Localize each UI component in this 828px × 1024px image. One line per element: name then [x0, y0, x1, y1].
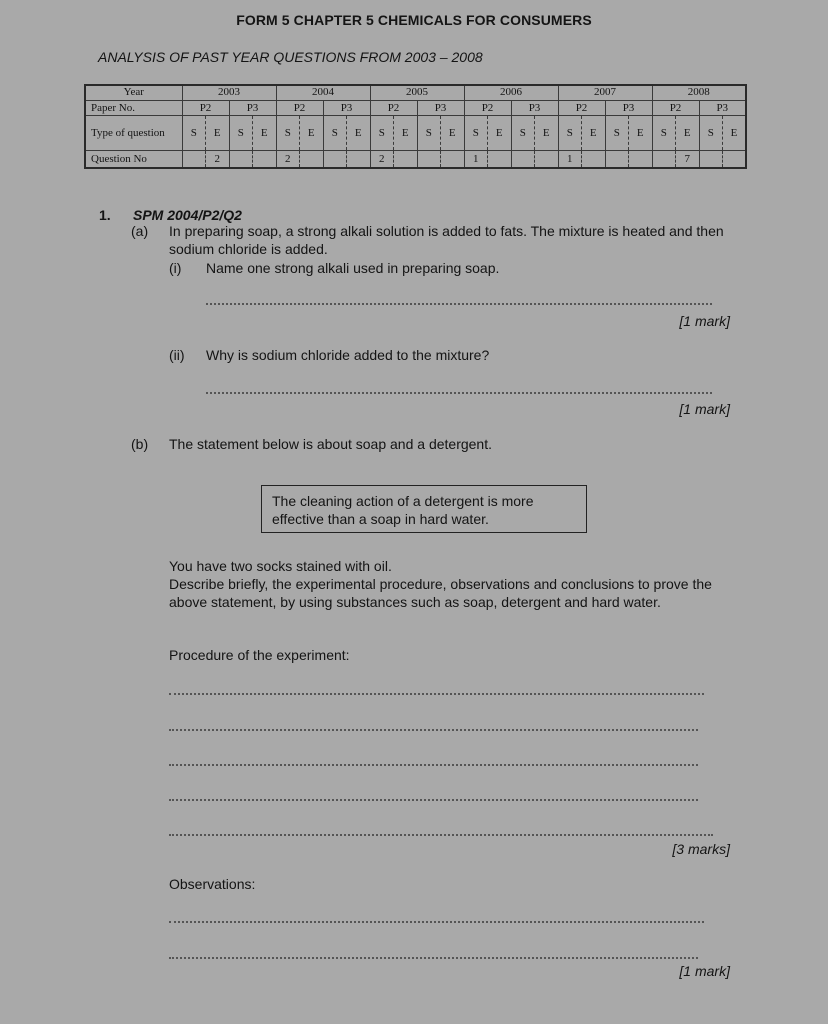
question-no-cell	[441, 151, 465, 168]
paper-header: P3	[323, 100, 370, 115]
procedure-line-4[interactable]	[169, 799, 698, 801]
part-a-ii-text: Why is sodium chloride added to the mixture?	[206, 347, 490, 363]
part-b-context-2: Describe briefly, the experimental procedure, observations and conclusions to prove the above statement, by using substances such as soap, detergent and hard water.	[169, 576, 712, 610]
part-b-context-1: You have two socks stained with oil.	[169, 558, 392, 574]
page-subtitle: ANALYSIS OF PAST YEAR QUESTIONS FROM 2003 – 2008	[98, 49, 483, 65]
question-no-cell: 2	[206, 151, 230, 168]
row-label-year: Year	[85, 85, 182, 100]
question-no-cell: 2	[370, 151, 394, 168]
paper-header: P3	[605, 100, 652, 115]
paper-header: P3	[229, 100, 276, 115]
question-number: 1.	[99, 207, 111, 223]
part-a-i-label: (i)	[169, 260, 182, 276]
type-cell: S	[558, 116, 582, 151]
paper-header: P2	[558, 100, 605, 115]
type-cell: E	[441, 116, 465, 151]
question-no-cell	[253, 151, 277, 168]
mark-procedure: [3 marks]	[672, 841, 730, 857]
type-cell: E	[300, 116, 324, 151]
paper-header: P2	[370, 100, 417, 115]
year-header: 2003	[182, 85, 276, 100]
question-no-cell	[652, 151, 676, 168]
question-no-cell	[323, 151, 347, 168]
type-cell: S	[323, 116, 347, 151]
question-no-cell	[699, 151, 723, 168]
past-year-analysis-table	[84, 84, 747, 169]
part-a-label: (a)	[131, 223, 149, 239]
type-cell: E	[535, 116, 559, 151]
procedure-label: Procedure of the experiment:	[169, 647, 350, 663]
part-a-i-text: Name one strong alkali used in preparing soap.	[206, 260, 500, 276]
answer-line-a-ii[interactable]	[206, 392, 712, 394]
row-label-question: Question No	[85, 151, 182, 168]
question-no-cell	[417, 151, 441, 168]
procedure-line-1[interactable]	[169, 693, 704, 695]
type-cell: E	[394, 116, 418, 151]
mark-a-ii: [1 mark]	[679, 401, 730, 417]
type-cell: S	[464, 116, 488, 151]
question-no-cell: 1	[464, 151, 488, 168]
year-header: 2004	[276, 85, 370, 100]
question-no-cell	[511, 151, 535, 168]
type-cell: E	[629, 116, 653, 151]
question-no-cell: 1	[558, 151, 582, 168]
procedure-line-2[interactable]	[169, 729, 698, 731]
question-no-cell	[723, 151, 747, 168]
question-no-cell	[347, 151, 371, 168]
type-cell: S	[511, 116, 535, 151]
question-no-cell	[229, 151, 253, 168]
year-header: 2005	[370, 85, 464, 100]
type-cell: S	[182, 116, 206, 151]
paper-header: P3	[417, 100, 464, 115]
question-no-cell: 2	[276, 151, 300, 168]
answer-line-a-i[interactable]	[206, 303, 712, 305]
type-cell: E	[723, 116, 747, 151]
part-a-text: In preparing soap, a strong alkali solution is added to fats. The mixture is heated and then sodium chloride is added.	[169, 223, 724, 257]
question-no-cell	[300, 151, 324, 168]
question-no-cell	[535, 151, 559, 168]
question-reference: SPM 2004/P2/Q2	[133, 207, 242, 223]
part-b-text: The statement below is about soap and a detergent.	[169, 436, 492, 452]
type-cell: E	[206, 116, 230, 151]
part-a-ii-label: (ii)	[169, 347, 185, 363]
question-no-cell	[182, 151, 206, 168]
type-cell: E	[582, 116, 606, 151]
row-label-paper: Paper No.	[85, 100, 182, 115]
type-cell: S	[605, 116, 629, 151]
question-no-cell	[605, 151, 629, 168]
row-label-type: Type of question	[85, 116, 182, 151]
mark-observations: [1 mark]	[679, 963, 730, 979]
question-no-cell: 7	[676, 151, 700, 168]
type-cell: E	[488, 116, 512, 151]
type-cell: S	[276, 116, 300, 151]
type-cell: E	[676, 116, 700, 151]
procedure-line-5[interactable]	[169, 834, 713, 836]
procedure-line-3[interactable]	[169, 764, 698, 766]
page-title: FORM 5 CHAPTER 5 CHEMICALS FOR CONSUMERS	[236, 12, 592, 28]
paper-header: P3	[699, 100, 746, 115]
paper-header: P2	[464, 100, 511, 115]
year-header: 2008	[652, 85, 746, 100]
question-no-cell	[394, 151, 418, 168]
statement-box: The cleaning action of a detergent is more effective than a soap in hard water.	[261, 485, 587, 533]
observations-label: Observations:	[169, 876, 256, 892]
question-no-cell	[488, 151, 512, 168]
type-cell: S	[370, 116, 394, 151]
question-no-cell	[582, 151, 606, 168]
type-cell: E	[253, 116, 277, 151]
observations-line-1[interactable]	[169, 921, 704, 923]
type-cell: S	[417, 116, 441, 151]
type-cell: S	[229, 116, 253, 151]
year-header: 2006	[464, 85, 558, 100]
paper-header: P2	[276, 100, 323, 115]
observations-line-2[interactable]	[169, 957, 698, 959]
type-cell: E	[347, 116, 371, 151]
mark-a-i: [1 mark]	[679, 313, 730, 329]
part-b-label: (b)	[131, 436, 149, 452]
paper-header: P3	[511, 100, 558, 115]
year-header: 2007	[558, 85, 652, 100]
question-no-cell	[629, 151, 653, 168]
type-cell: S	[699, 116, 723, 151]
paper-header: P2	[182, 100, 229, 115]
type-cell: S	[652, 116, 676, 151]
paper-header: P2	[652, 100, 699, 115]
